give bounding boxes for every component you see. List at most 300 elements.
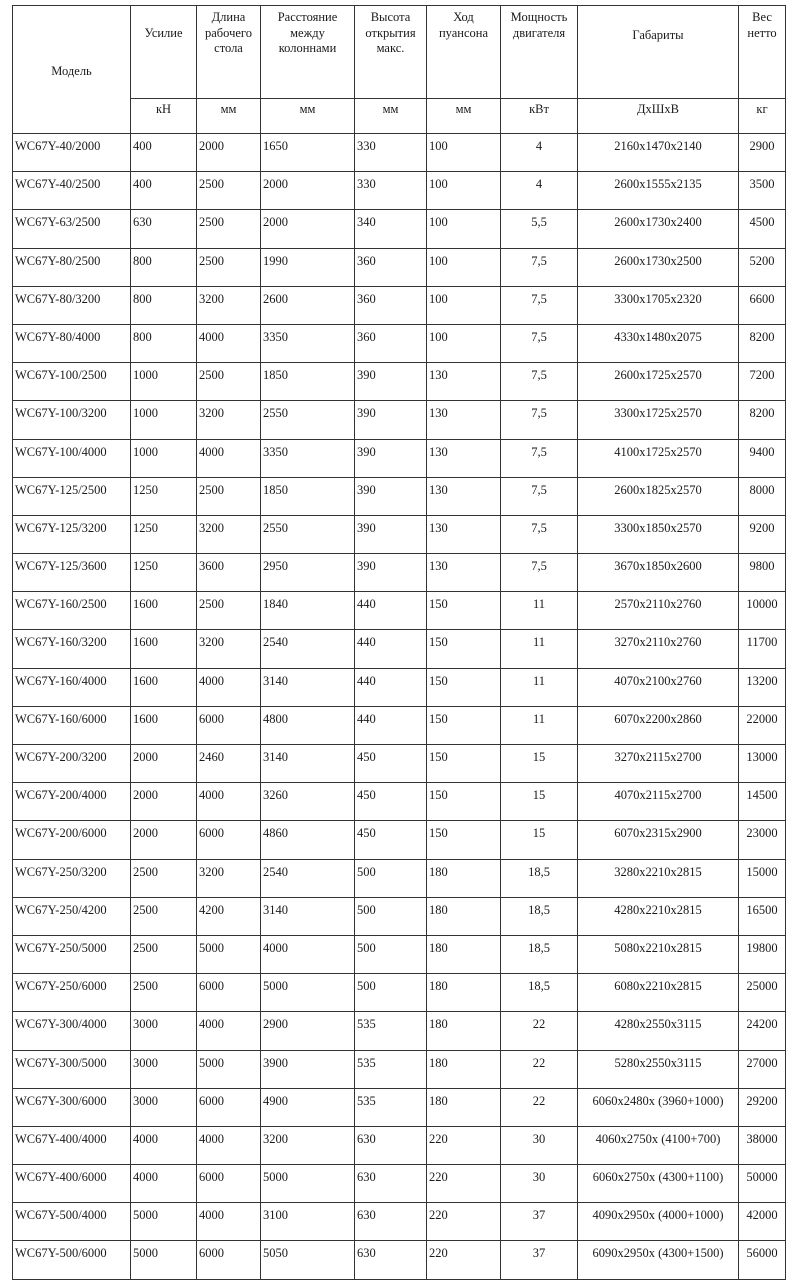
cell-open-height: 535 [355, 1012, 427, 1050]
cell-force: 1600 [131, 668, 197, 706]
cell-column-distance: 3100 [261, 1203, 355, 1241]
cell-weight: 8000 [739, 477, 786, 515]
cell-open-height: 500 [355, 897, 427, 935]
cell-model: WC67Y-300/4000 [13, 1012, 131, 1050]
header-force: Усилие [131, 6, 197, 99]
cell-column-distance: 1850 [261, 477, 355, 515]
cell-weight: 23000 [739, 821, 786, 859]
cell-force: 800 [131, 248, 197, 286]
cell-open-height: 630 [355, 1241, 427, 1279]
cell-dimensions: 4070x2100x2760 [578, 668, 739, 706]
cell-stroke: 100 [427, 172, 501, 210]
cell-column-distance: 2550 [261, 401, 355, 439]
cell-open-height: 630 [355, 1203, 427, 1241]
table-row [13, 592, 786, 630]
cell-open-height: 630 [355, 1165, 427, 1203]
cell-column-distance: 5000 [261, 1165, 355, 1203]
cell-stroke: 150 [427, 745, 501, 783]
cell-stroke: 150 [427, 706, 501, 744]
cell-dimensions: 3300x1705x2320 [578, 286, 739, 324]
cell-force: 400 [131, 172, 197, 210]
cell-column-distance: 3350 [261, 439, 355, 477]
cell-force: 1600 [131, 592, 197, 630]
cell-stroke: 180 [427, 897, 501, 935]
cell-column-distance: 2950 [261, 554, 355, 592]
cell-weight: 9800 [739, 554, 786, 592]
cell-column-distance: 5050 [261, 1241, 355, 1279]
cell-open-height: 390 [355, 401, 427, 439]
cell-dimensions: 2160x1470x2140 [578, 134, 739, 172]
cell-table-length: 4000 [197, 1203, 261, 1241]
cell-stroke: 100 [427, 210, 501, 248]
cell-force: 2500 [131, 974, 197, 1012]
cell-weight: 25000 [739, 974, 786, 1012]
cell-table-length: 6000 [197, 974, 261, 1012]
cell-weight: 6600 [739, 286, 786, 324]
cell-column-distance: 3140 [261, 897, 355, 935]
cell-motor-power: 18,5 [501, 935, 578, 973]
cell-motor-power: 22 [501, 1050, 578, 1088]
table-row [13, 134, 786, 172]
cell-model: WC67Y-80/4000 [13, 324, 131, 362]
cell-table-length: 2500 [197, 210, 261, 248]
cell-model: WC67Y-80/3200 [13, 286, 131, 324]
cell-force: 1000 [131, 439, 197, 477]
cell-weight: 3500 [739, 172, 786, 210]
cell-motor-power: 5,5 [501, 210, 578, 248]
cell-stroke: 220 [427, 1165, 501, 1203]
cell-force: 4000 [131, 1126, 197, 1164]
table-row [13, 745, 786, 783]
table-row [13, 1088, 786, 1126]
cell-stroke: 150 [427, 783, 501, 821]
cell-column-distance: 4800 [261, 706, 355, 744]
table-row [13, 324, 786, 362]
cell-motor-power: 37 [501, 1203, 578, 1241]
cell-model: WC67Y-250/6000 [13, 974, 131, 1012]
cell-model: WC67Y-125/3600 [13, 554, 131, 592]
cell-stroke: 150 [427, 821, 501, 859]
cell-model: WC67Y-160/4000 [13, 668, 131, 706]
cell-weight: 14500 [739, 783, 786, 821]
cell-force: 1600 [131, 630, 197, 668]
table-row [13, 515, 786, 553]
cell-force: 3000 [131, 1088, 197, 1126]
cell-column-distance: 3900 [261, 1050, 355, 1088]
cell-model: WC67Y-250/4200 [13, 897, 131, 935]
cell-table-length: 6000 [197, 1088, 261, 1126]
cell-motor-power: 11 [501, 630, 578, 668]
cell-motor-power: 18,5 [501, 859, 578, 897]
cell-stroke: 180 [427, 935, 501, 973]
cell-table-length: 6000 [197, 1165, 261, 1203]
table-row [13, 897, 786, 935]
cell-dimensions: 2570x2110x2760 [578, 592, 739, 630]
cell-open-height: 500 [355, 935, 427, 973]
cell-column-distance: 2550 [261, 515, 355, 553]
cell-column-distance: 1840 [261, 592, 355, 630]
cell-dimensions: 4060x2750x (4100+700) [578, 1126, 739, 1164]
cell-model: WC67Y-40/2500 [13, 172, 131, 210]
cell-column-distance: 2540 [261, 859, 355, 897]
cell-column-distance: 2000 [261, 210, 355, 248]
cell-table-length: 4000 [197, 1012, 261, 1050]
cell-motor-power: 7,5 [501, 439, 578, 477]
cell-motor-power: 4 [501, 172, 578, 210]
cell-table-length: 3200 [197, 859, 261, 897]
cell-open-height: 330 [355, 172, 427, 210]
cell-stroke: 180 [427, 1088, 501, 1126]
cell-dimensions: 4330x1480x2075 [578, 324, 739, 362]
cell-motor-power: 7,5 [501, 248, 578, 286]
cell-open-height: 500 [355, 859, 427, 897]
table-row [13, 210, 786, 248]
cell-model: WC67Y-100/3200 [13, 401, 131, 439]
cell-motor-power: 7,5 [501, 515, 578, 553]
cell-model: WC67Y-125/2500 [13, 477, 131, 515]
cell-motor-power: 11 [501, 668, 578, 706]
header-weight: Вес нетто [739, 6, 786, 99]
header-open-height: Высота открытия макс. [355, 6, 427, 99]
cell-motor-power: 18,5 [501, 897, 578, 935]
cell-table-length: 6000 [197, 821, 261, 859]
cell-model: WC67Y-63/2500 [13, 210, 131, 248]
table-row [13, 630, 786, 668]
cell-stroke: 150 [427, 668, 501, 706]
cell-table-length: 3200 [197, 515, 261, 553]
cell-stroke: 130 [427, 439, 501, 477]
cell-table-length: 3200 [197, 630, 261, 668]
table-row [13, 554, 786, 592]
cell-model: WC67Y-200/4000 [13, 783, 131, 821]
cell-motor-power: 11 [501, 706, 578, 744]
cell-stroke: 150 [427, 630, 501, 668]
cell-column-distance: 3140 [261, 745, 355, 783]
table-row [13, 477, 786, 515]
cell-dimensions: 4280x2210x2815 [578, 897, 739, 935]
cell-stroke: 180 [427, 859, 501, 897]
cell-motor-power: 22 [501, 1012, 578, 1050]
cell-model: WC67Y-160/6000 [13, 706, 131, 744]
cell-dimensions: 4070x2115x2700 [578, 783, 739, 821]
cell-stroke: 130 [427, 477, 501, 515]
table-row [13, 783, 786, 821]
cell-open-height: 440 [355, 668, 427, 706]
cell-force: 1250 [131, 554, 197, 592]
cell-weight: 27000 [739, 1050, 786, 1088]
cell-column-distance: 1990 [261, 248, 355, 286]
cell-column-distance: 3260 [261, 783, 355, 821]
cell-dimensions: 2600x1725x2570 [578, 363, 739, 401]
cell-open-height: 535 [355, 1050, 427, 1088]
cell-force: 5000 [131, 1203, 197, 1241]
cell-force: 1600 [131, 706, 197, 744]
cell-table-length: 4200 [197, 897, 261, 935]
cell-model: WC67Y-100/2500 [13, 363, 131, 401]
cell-open-height: 500 [355, 974, 427, 1012]
cell-column-distance: 2540 [261, 630, 355, 668]
table-row [13, 859, 786, 897]
cell-open-height: 360 [355, 324, 427, 362]
cell-table-length: 4000 [197, 324, 261, 362]
cell-dimensions: 3270x2110x2760 [578, 630, 739, 668]
cell-stroke: 100 [427, 248, 501, 286]
cell-open-height: 390 [355, 554, 427, 592]
cell-force: 400 [131, 134, 197, 172]
cell-dimensions: 6070x2200x2860 [578, 706, 739, 744]
cell-weight: 11700 [739, 630, 786, 668]
cell-motor-power: 7,5 [501, 324, 578, 362]
cell-model: WC67Y-400/4000 [13, 1126, 131, 1164]
cell-model: WC67Y-100/4000 [13, 439, 131, 477]
cell-weight: 9200 [739, 515, 786, 553]
cell-open-height: 440 [355, 706, 427, 744]
unit-dimensions: ДхШхВ [578, 99, 739, 134]
cell-column-distance: 4000 [261, 935, 355, 973]
cell-motor-power: 7,5 [501, 363, 578, 401]
cell-stroke: 150 [427, 592, 501, 630]
cell-stroke: 180 [427, 1012, 501, 1050]
cell-dimensions: 5080x2210x2815 [578, 935, 739, 973]
cell-force: 4000 [131, 1165, 197, 1203]
cell-weight: 9400 [739, 439, 786, 477]
cell-weight: 22000 [739, 706, 786, 744]
table-row [13, 668, 786, 706]
cell-open-height: 390 [355, 439, 427, 477]
cell-open-height: 440 [355, 630, 427, 668]
cell-model: WC67Y-250/5000 [13, 935, 131, 973]
cell-table-length: 2500 [197, 172, 261, 210]
cell-motor-power: 7,5 [501, 554, 578, 592]
header-title-row [13, 6, 786, 99]
cell-table-length: 4000 [197, 783, 261, 821]
cell-weight: 29200 [739, 1088, 786, 1126]
unit-force: кН [131, 99, 197, 134]
cell-motor-power: 11 [501, 592, 578, 630]
cell-weight: 13000 [739, 745, 786, 783]
cell-weight: 7200 [739, 363, 786, 401]
table-row [13, 172, 786, 210]
table-row [13, 401, 786, 439]
cell-force: 1000 [131, 363, 197, 401]
cell-force: 2500 [131, 859, 197, 897]
cell-force: 5000 [131, 1241, 197, 1279]
cell-weight: 15000 [739, 859, 786, 897]
unit-stroke: мм [427, 99, 501, 134]
cell-stroke: 180 [427, 974, 501, 1012]
cell-model: WC67Y-125/3200 [13, 515, 131, 553]
cell-weight: 13200 [739, 668, 786, 706]
cell-dimensions: 3670x1850x2600 [578, 554, 739, 592]
table-row [13, 1165, 786, 1203]
cell-stroke: 220 [427, 1241, 501, 1279]
header-table-length: Длина рабочего стола [197, 6, 261, 99]
cell-dimensions: 3270x2115x2700 [578, 745, 739, 783]
cell-dimensions: 4100x1725x2570 [578, 439, 739, 477]
cell-dimensions: 2600x1730x2400 [578, 210, 739, 248]
cell-table-length: 3600 [197, 554, 261, 592]
cell-table-length: 5000 [197, 935, 261, 973]
cell-dimensions: 4280x2550x3115 [578, 1012, 739, 1050]
unit-table-length: мм [197, 99, 261, 134]
cell-stroke: 130 [427, 554, 501, 592]
cell-open-height: 330 [355, 134, 427, 172]
cell-table-length: 4000 [197, 668, 261, 706]
cell-table-length: 6000 [197, 1241, 261, 1279]
cell-column-distance: 4900 [261, 1088, 355, 1126]
table-row [13, 1050, 786, 1088]
table-row [13, 1241, 786, 1279]
cell-table-length: 5000 [197, 1050, 261, 1088]
cell-weight: 19800 [739, 935, 786, 973]
cell-model: WC67Y-500/4000 [13, 1203, 131, 1241]
cell-column-distance: 1650 [261, 134, 355, 172]
cell-dimensions: 5280x2550x3115 [578, 1050, 739, 1088]
cell-weight: 8200 [739, 324, 786, 362]
cell-force: 2500 [131, 897, 197, 935]
cell-stroke: 180 [427, 1050, 501, 1088]
unit-weight: кг [739, 99, 786, 134]
cell-weight: 2900 [739, 134, 786, 172]
cell-weight: 8200 [739, 401, 786, 439]
cell-model: WC67Y-200/6000 [13, 821, 131, 859]
cell-open-height: 450 [355, 783, 427, 821]
cell-weight: 42000 [739, 1203, 786, 1241]
cell-motor-power: 15 [501, 783, 578, 821]
cell-dimensions: 2600x1825x2570 [578, 477, 739, 515]
cell-force: 3000 [131, 1050, 197, 1088]
cell-motor-power: 15 [501, 745, 578, 783]
cell-table-length: 2500 [197, 248, 261, 286]
cell-stroke: 220 [427, 1126, 501, 1164]
cell-dimensions: 3280x2210x2815 [578, 859, 739, 897]
cell-model: WC67Y-80/2500 [13, 248, 131, 286]
cell-model: WC67Y-250/3200 [13, 859, 131, 897]
cell-force: 800 [131, 286, 197, 324]
cell-model: WC67Y-300/5000 [13, 1050, 131, 1088]
cell-table-length: 4000 [197, 1126, 261, 1164]
cell-motor-power: 30 [501, 1126, 578, 1164]
cell-stroke: 130 [427, 515, 501, 553]
cell-model: WC67Y-160/3200 [13, 630, 131, 668]
cell-motor-power: 7,5 [501, 477, 578, 515]
cell-open-height: 450 [355, 745, 427, 783]
table-body [13, 134, 786, 1280]
cell-open-height: 390 [355, 477, 427, 515]
cell-dimensions: 6080x2210x2815 [578, 974, 739, 1012]
cell-model: WC67Y-300/6000 [13, 1088, 131, 1126]
cell-dimensions: 6070x2315x2900 [578, 821, 739, 859]
cell-dimensions: 3300x1725x2570 [578, 401, 739, 439]
cell-column-distance: 2900 [261, 1012, 355, 1050]
cell-dimensions: 6060x2750x (4300+1100) [578, 1165, 739, 1203]
cell-force: 3000 [131, 1012, 197, 1050]
cell-table-length: 3200 [197, 286, 261, 324]
cell-open-height: 360 [355, 248, 427, 286]
table-row [13, 1012, 786, 1050]
unit-motor-power: кВт [501, 99, 578, 134]
table-row [13, 1203, 786, 1241]
header-column-distance: Расстояние между колоннами [261, 6, 355, 99]
cell-weight: 10000 [739, 592, 786, 630]
cell-stroke: 100 [427, 134, 501, 172]
cell-open-height: 340 [355, 210, 427, 248]
cell-force: 630 [131, 210, 197, 248]
cell-open-height: 630 [355, 1126, 427, 1164]
cell-force: 2000 [131, 821, 197, 859]
cell-force: 2000 [131, 745, 197, 783]
cell-stroke: 130 [427, 363, 501, 401]
cell-column-distance: 3350 [261, 324, 355, 362]
cell-motor-power: 4 [501, 134, 578, 172]
cell-table-length: 6000 [197, 706, 261, 744]
unit-column-distance: мм [261, 99, 355, 134]
cell-column-distance: 2000 [261, 172, 355, 210]
cell-table-length: 2500 [197, 477, 261, 515]
cell-model: WC67Y-160/2500 [13, 592, 131, 630]
cell-table-length: 4000 [197, 439, 261, 477]
cell-model: WC67Y-40/2000 [13, 134, 131, 172]
cell-column-distance: 4860 [261, 821, 355, 859]
cell-table-length: 2460 [197, 745, 261, 783]
cell-motor-power: 7,5 [501, 401, 578, 439]
cell-open-height: 535 [355, 1088, 427, 1126]
cell-column-distance: 3140 [261, 668, 355, 706]
cell-table-length: 2000 [197, 134, 261, 172]
cell-stroke: 130 [427, 401, 501, 439]
cell-dimensions: 2600x1730x2500 [578, 248, 739, 286]
cell-motor-power: 22 [501, 1088, 578, 1126]
press-spec-table [12, 5, 786, 1280]
cell-stroke: 220 [427, 1203, 501, 1241]
cell-dimensions: 4090x2950x (4000+1000) [578, 1203, 739, 1241]
cell-open-height: 360 [355, 286, 427, 324]
header-motor-power: Мощность двигателя [501, 6, 578, 99]
cell-weight: 50000 [739, 1165, 786, 1203]
table-row [13, 935, 786, 973]
table-row [13, 706, 786, 744]
cell-stroke: 100 [427, 324, 501, 362]
cell-weight: 38000 [739, 1126, 786, 1164]
cell-dimensions: 3300x1850x2570 [578, 515, 739, 553]
cell-force: 1250 [131, 477, 197, 515]
header-stroke: Ход пуансона [427, 6, 501, 99]
cell-model: WC67Y-200/3200 [13, 745, 131, 783]
cell-motor-power: 37 [501, 1241, 578, 1279]
table-row [13, 821, 786, 859]
cell-force: 1000 [131, 401, 197, 439]
header-model: Модель [13, 6, 131, 134]
cell-motor-power: 15 [501, 821, 578, 859]
cell-open-height: 390 [355, 363, 427, 401]
cell-weight: 4500 [739, 210, 786, 248]
table-row [13, 363, 786, 401]
cell-table-length: 3200 [197, 401, 261, 439]
cell-dimensions: 6060x2480x (3960+1000) [578, 1088, 739, 1126]
cell-table-length: 2500 [197, 592, 261, 630]
cell-column-distance: 1850 [261, 363, 355, 401]
cell-column-distance: 2600 [261, 286, 355, 324]
cell-model: WC67Y-400/6000 [13, 1165, 131, 1203]
table-row [13, 439, 786, 477]
header-dimensions: Габариты [578, 6, 739, 99]
cell-table-length: 2500 [197, 363, 261, 401]
cell-dimensions: 2600x1555x2135 [578, 172, 739, 210]
table-row [13, 1126, 786, 1164]
cell-motor-power: 18,5 [501, 974, 578, 1012]
cell-force: 1250 [131, 515, 197, 553]
cell-dimensions: 6090x2950x (4300+1500) [578, 1241, 739, 1279]
